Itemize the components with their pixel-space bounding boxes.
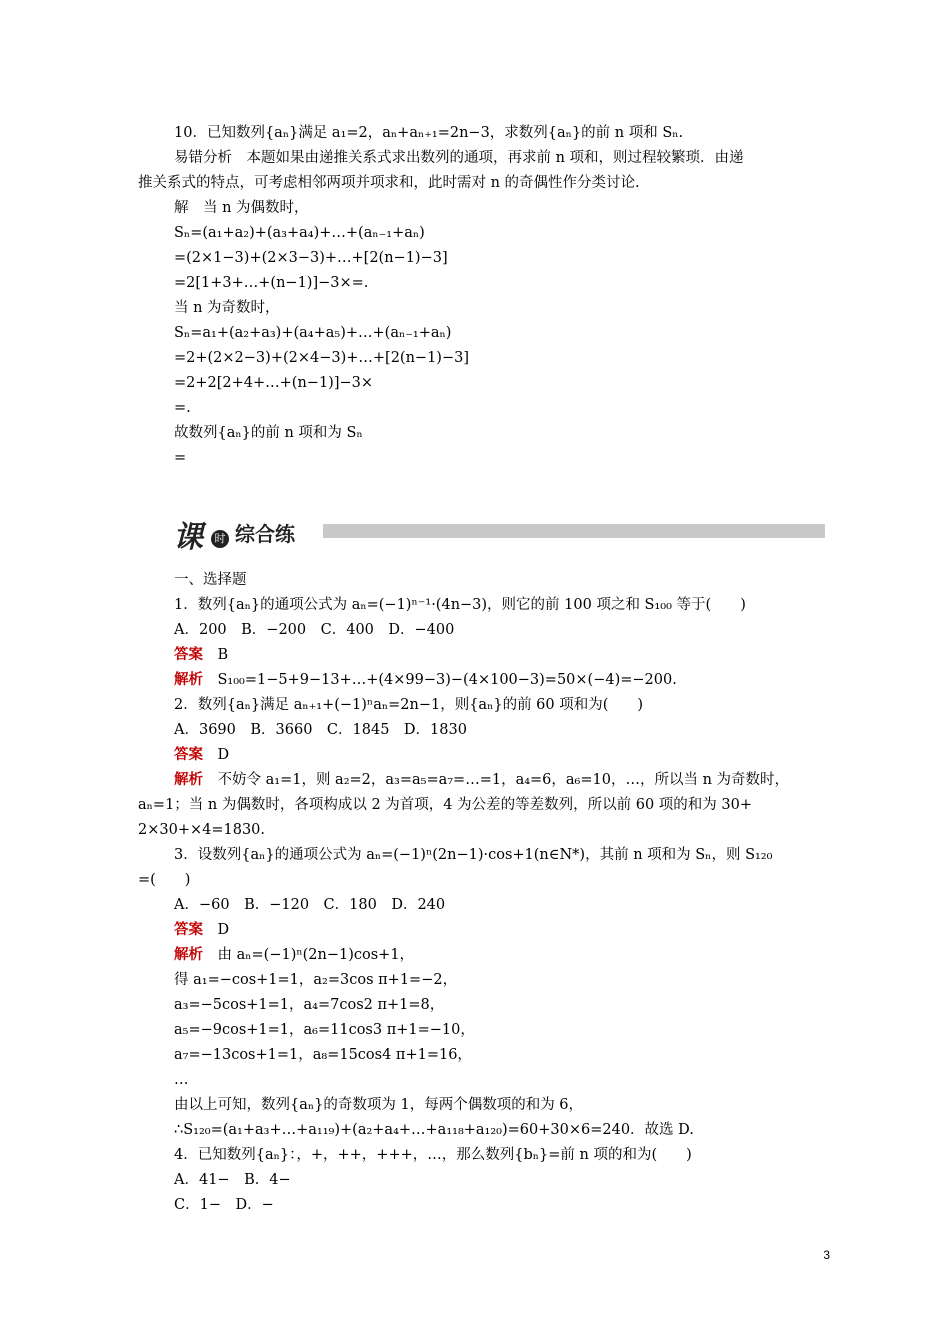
text-line: =. xyxy=(174,400,191,416)
text-line: Sₙ=(a₁+a₂)+(a₃+a₄)+…+(aₙ₋₁+aₙ) xyxy=(174,225,425,241)
answer-line xyxy=(174,646,228,664)
text-line xyxy=(174,696,643,714)
text-line xyxy=(174,1171,291,1189)
text-line xyxy=(174,846,772,864)
line-text: 得 a₁=−cos+1=1，a₂=3cos π+1=−2， xyxy=(174,972,458,988)
text-line xyxy=(174,1146,692,1164)
answer-label: 答案 xyxy=(174,747,203,763)
line-text: a₃=−5cos+1=1，a₄=7cos2 π+1=8， xyxy=(174,997,445,1013)
text-line xyxy=(138,871,190,889)
line-text: 一、选择题 xyxy=(174,572,247,588)
text-line xyxy=(174,1096,583,1114)
line-text: C．1− D．− xyxy=(174,1197,274,1213)
text-line: =2+2[2+4+…+(n−1)]−3× xyxy=(174,375,374,391)
text-line xyxy=(174,1071,189,1089)
line-text: a₇=−13cos+1=1，a₈=15cos4 π+1=16， xyxy=(174,1047,472,1063)
section-bar xyxy=(323,524,825,538)
line-text: =( ) xyxy=(138,872,191,888)
line-text: A．200 B．−200 C．400 D．−400 xyxy=(174,622,455,638)
text-line xyxy=(138,796,752,814)
text-line xyxy=(174,1121,694,1139)
text-line xyxy=(174,896,445,914)
line-text: D xyxy=(203,922,230,938)
line-text: aₙ=1；当 n 为偶数时，各项构成以 2 为首项，4 为公差的等差数列，所以前 60 项的和为 30+ xyxy=(138,797,753,813)
line-text: 2．数列{aₙ}满足 aₙ₊₁+(−1)ⁿaₙ=2n−1，则{aₙ}的前 60 项和为( ) xyxy=(174,697,644,713)
text-line xyxy=(174,1021,475,1039)
line-text: A．41− B．4− xyxy=(174,1172,291,1188)
section-icon-dot: 时 xyxy=(211,530,229,548)
answer-line xyxy=(174,771,789,789)
text-line: 10．已知数列{aₙ}满足 a₁=2，aₙ+aₙ₊₁=2n−3，求数列{aₙ}的前 n 项和 Sₙ. xyxy=(174,125,684,141)
answer-label: 答案 xyxy=(174,647,203,663)
answer-label: 解析 xyxy=(174,672,203,688)
text-line xyxy=(174,621,454,639)
line-text: A．−60 B．−120 C．180 D．240 xyxy=(174,897,446,913)
text-line: =2[1+3+…+(n−1)]−3×=. xyxy=(174,275,369,291)
answer-label: 答案 xyxy=(174,922,203,938)
answer-line xyxy=(174,671,677,689)
line-text: a₅=−9cos+1=1，a₆=11cos3 π+1=−10， xyxy=(174,1022,475,1038)
text-line xyxy=(174,571,247,589)
line-text: 2×30+×4=1830. xyxy=(138,822,266,838)
text-line: =2+(2×2−3)+(2×4−3)+…+[2(n−1)−3] xyxy=(174,350,469,366)
section-header xyxy=(173,508,825,555)
answer-line xyxy=(174,746,229,764)
text-line: = xyxy=(174,450,187,466)
answer-label: 解析 xyxy=(174,772,203,788)
text-line xyxy=(174,721,467,739)
text-line: 解 当 n 为偶数时， xyxy=(174,200,309,216)
section-title: 综合练 xyxy=(235,522,295,546)
text-line xyxy=(174,596,746,614)
text-line xyxy=(174,1046,472,1064)
answer-label: 解析 xyxy=(174,947,203,963)
section-icon-char: 课 xyxy=(173,520,201,555)
line-text: … xyxy=(174,1072,189,1088)
text-line xyxy=(138,821,265,839)
text-line: 故数列{aₙ}的前 n 项和为 Sₙ xyxy=(174,425,363,441)
page-number: 3 xyxy=(823,1248,830,1262)
text-line: 推关系式的特点，可考虑相邻两项并项求和，此时需对 n 的奇偶性作分类讨论. xyxy=(138,175,640,191)
line-text: 由 aₙ=(−1)ⁿ(2n−1)cos+1， xyxy=(203,947,415,963)
line-text: B xyxy=(203,647,229,663)
line-text: 4．已知数列{aₙ}：，+，++，+++，…，那么数列{bₙ}=前 n 项的和为( ) xyxy=(174,1147,692,1163)
text-line: =(2×1−3)+(2×3−3)+…+[2(n−1)−3] xyxy=(174,250,448,266)
text-line xyxy=(174,1196,274,1214)
text-line: 当 n 为奇数时， xyxy=(174,300,280,316)
answer-line xyxy=(174,946,414,964)
text-line xyxy=(174,971,457,989)
text-line: 易错分析 本题如果由递推关系式求出数列的通项，再求前 n 项和，则过程较繁琐．由递 xyxy=(174,150,744,166)
line-text: ∴S₁₂₀=(a₁+a₃+…+a₁₁₉)+(a₂+a₄+…+a₁₁₈+a₁₂₀)=60+30×6=240．故选 D. xyxy=(174,1122,694,1138)
line-text: A．3690 B．3660 C．1845 D．1830 xyxy=(174,722,467,738)
answer-line xyxy=(174,921,229,939)
line-text: S₁₀₀=1−5+9−13+…+(4×99−3)−(4×100−3)=50×(−4)=−200. xyxy=(203,672,677,688)
line-text: D xyxy=(203,747,230,763)
line-text: 由以上可知，数列{aₙ}的奇数项为 1，每两个偶数项的和为 6， xyxy=(174,1097,584,1113)
text-line xyxy=(174,996,444,1014)
text-line: Sₙ=a₁+(a₂+a₃)+(a₄+a₅)+…+(aₙ₋₁+aₙ) xyxy=(174,325,452,341)
line-text: 3．设数列{aₙ}的通项公式为 aₙ=(−1)ⁿ(2n−1)·cos+1(n∈N*)，其前 n 项和为 Sₙ，则 S₁₂₀ xyxy=(174,847,773,863)
line-text: 1．数列{aₙ}的通项公式为 aₙ=(−1)ⁿ⁻¹·(4n−3)，则它的前 100 项之和 S₁₀₀ 等于( ) xyxy=(174,597,746,613)
line-text: 不妨令 a₁=1，则 a₂=2，a₃=a₅=a₇=…=1，a₄=6，a₆=10，…，所以当 n 为奇数时， xyxy=(203,772,790,788)
